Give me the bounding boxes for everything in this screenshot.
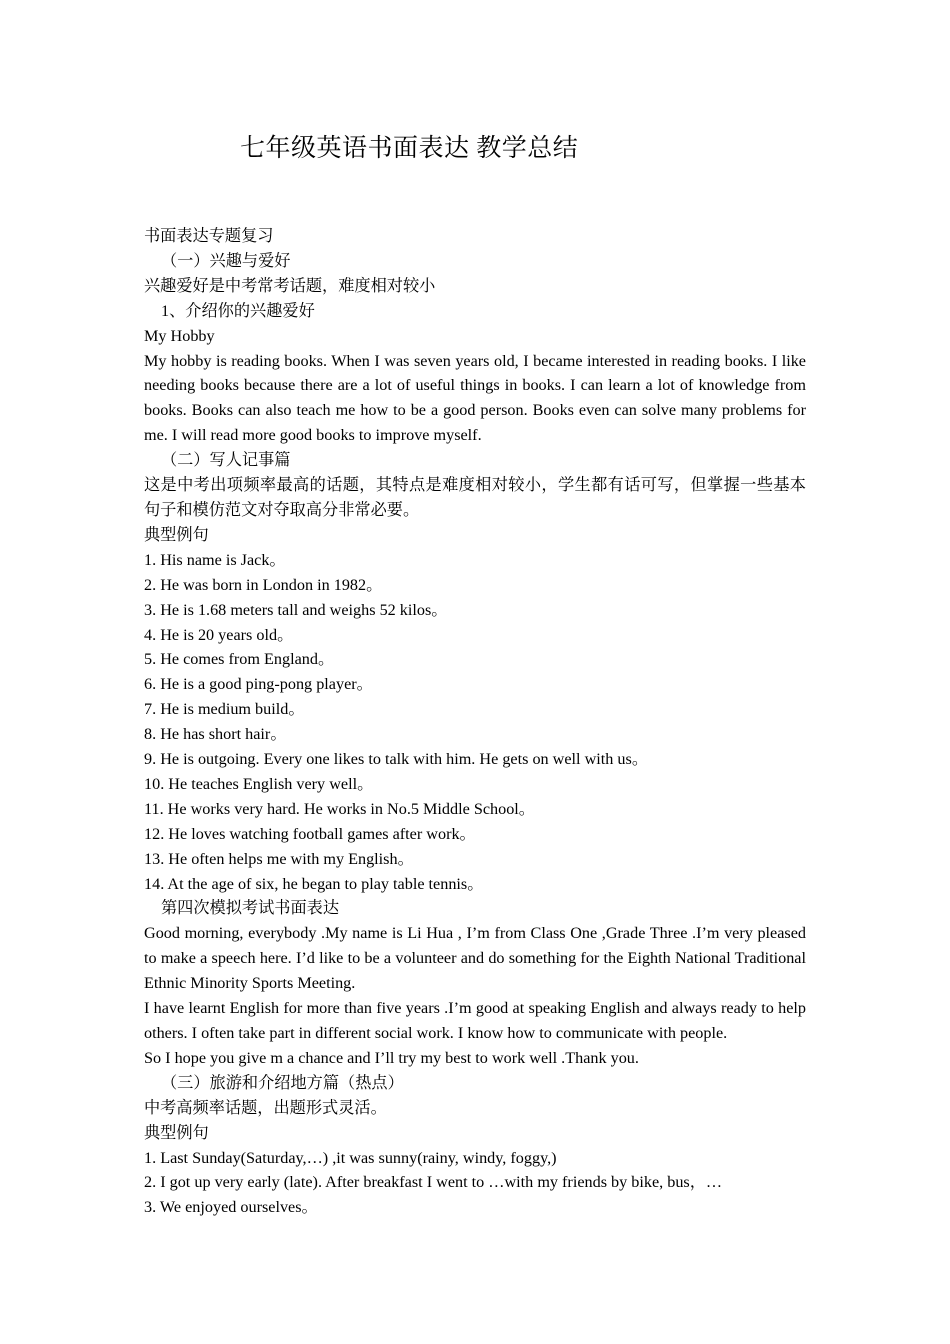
- text-line: 12. He loves watching football games after work。: [144, 824, 476, 843]
- text-line: 3. He is 1.68 meters tall and weighs 52 kilos。: [144, 600, 448, 619]
- text-line: 兴趣爱好是中考常考话题，难度相对较小: [144, 276, 436, 295]
- text-line: 中考高频率话题，出题形式灵活。: [144, 1098, 387, 1117]
- text-line: So I hope you give m a chance and I’ll try my best to work well .Thank you.: [144, 1048, 639, 1067]
- body-paragraph: Good morning, everybody .My name is Li Hua , I’m from Class One ,Grade Three .I’m very pleased to make a speech here. I’d like to be a volunteer and do something for the Eighth National Traditional Ethnic Minority Sports Meeting.: [144, 924, 806, 993]
- text-line: 4. He is 20 years old。: [144, 625, 294, 644]
- text-line: 11. He works very hard. He works in No.5 Middle School。: [144, 799, 535, 818]
- text-line: 2. I got up very early (late). After breakfast I went to …with my friends by bike, bus，…: [144, 1173, 723, 1192]
- text-line: 6. He is a good ping-pong player。: [144, 675, 373, 694]
- section-heading: （一）兴趣与爱好: [161, 251, 291, 270]
- text-line: 典型例句: [144, 525, 209, 544]
- section-heading: 第四次模拟考试书面表达: [161, 899, 340, 918]
- text-line: 2. He was born in London in 1982。: [144, 575, 383, 594]
- section-heading: （二）写人记事篇: [161, 451, 291, 470]
- body-paragraph: 这是中考出项频率最高的话题，其特点是难度相对较小，学生都有话可写，但掌握一些基本句子和模仿范文对夺取高分非常必要。: [144, 476, 806, 519]
- text-line: 典型例句: [144, 1123, 209, 1142]
- text-line: My Hobby: [144, 326, 215, 345]
- text-line: 3. We enjoyed ourselves。: [144, 1198, 318, 1217]
- body-paragraph: I have learnt English for more than five years .I’m good at speaking English and always ready to help others. I often take part in different social work. I know how to communicate with people.: [144, 999, 806, 1042]
- text-line: 1. Last Sunday(Saturday,…) ,it was sunny(rainy, windy, foggy,): [144, 1148, 557, 1167]
- document-title: 七年级英语书面表达 教学总结: [240, 135, 579, 162]
- section-heading: （三）旅游和介绍地方篇（热点）: [161, 1073, 404, 1092]
- text-line: 书面表达专题复习: [144, 227, 274, 245]
- text-line: 14. At the age of six, he began to play table tennis。: [144, 874, 484, 893]
- text-line: 9. He is outgoing. Every one likes to talk with him. He gets on well with us。: [144, 750, 649, 769]
- document-body: [144, 224, 806, 1220]
- text-line: 1. His name is Jack。: [144, 550, 286, 569]
- text-line: 10. He teaches English very well。: [144, 774, 374, 793]
- text-line: 5. He comes from England。: [144, 650, 335, 669]
- body-paragraph: My hobby is reading books. When I was seven years old, I became interested in reading books. I like needing books because there are a lot of useful things in books. I can learn a lot of knowledge from books. Books can also teach me how to be a good person. Books even can solve many problems for me. I will read more good books to improve myself.: [144, 351, 806, 445]
- section-heading: 1、介绍你的兴趣爱好: [161, 301, 315, 320]
- text-line: 13. He often helps me with my English。: [144, 849, 414, 868]
- text-line: 8. He has short hair。: [144, 725, 287, 744]
- text-line: 7. He is medium build。: [144, 700, 305, 719]
